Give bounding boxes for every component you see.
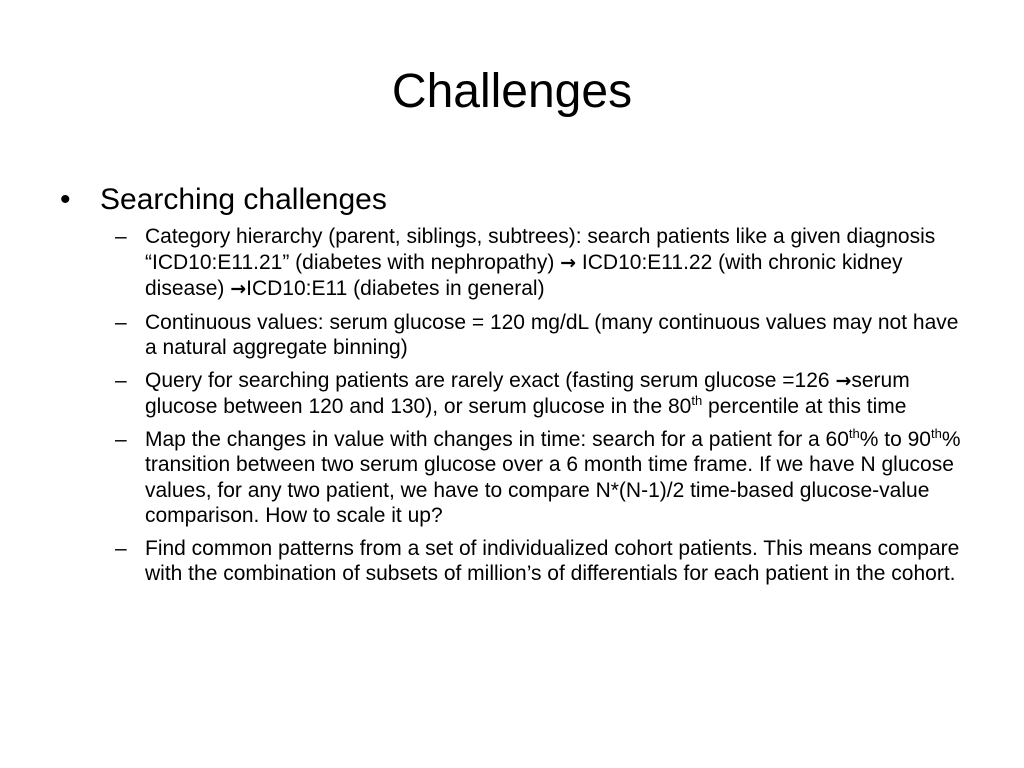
superscript: th xyxy=(848,425,860,441)
text-segment: Map the changes in value with changes in time: search for a patient for a 60 xyxy=(145,427,849,451)
text-segment: % transition between two serum glucose over a 6 month time frame. If we have N glucose values, for any two patient, we have to compare N*(N-1)/2 time-based glucose-value comparison. How to scale it up? xyxy=(145,427,961,527)
arrow-right-icon: → xyxy=(230,278,247,300)
text-segment: Continuous values: serum glucose = 120 mg/dL (many continuous values may not have a natural aggregate binning) xyxy=(145,310,959,359)
sub-bullet-list xyxy=(60,224,970,587)
arrow-right-icon: → xyxy=(835,369,852,392)
text-segment: serum glucose between 120 and 130), or serum glucose in the 80 xyxy=(145,368,910,418)
text-segment: Query for searching patients are rarely exact (fasting serum glucose =126 xyxy=(145,368,836,392)
slide-title: Challenges xyxy=(391,65,633,118)
slide-body xyxy=(60,180,970,594)
arrow-right-icon: → xyxy=(560,251,577,274)
bullet-icon: • xyxy=(60,183,71,216)
sub-bullet-continuous-values xyxy=(60,310,970,361)
sub-bullet-map-changes xyxy=(60,427,970,529)
sub-bullet-category-hierarchy xyxy=(60,224,970,303)
text-segment: Category hierarchy (parent, siblings, subtrees): search patients like a given diagnosis “ICD10:E11.21” (diabetes with nephropathy) xyxy=(145,225,936,274)
sub-bullet-query-not-exact xyxy=(60,368,970,420)
sub-bullet-common-patterns xyxy=(60,536,970,587)
dash-icon: – xyxy=(115,310,127,334)
dash-icon: – xyxy=(115,427,127,451)
bullet-searching-challenges xyxy=(60,180,970,220)
text-segment: Find common patterns from a set of individualized cohort patients. This means compare with the combination of subsets of million’s of differentials for each patient in the cohort. xyxy=(145,536,960,585)
dash-icon: – xyxy=(115,536,127,560)
dash-icon: – xyxy=(115,225,127,248)
text-segment: ICD10:E11 (diabetes in general) xyxy=(246,277,545,300)
text-segment: % to 90 xyxy=(859,427,931,451)
superscript: th xyxy=(691,393,703,408)
dash-icon: – xyxy=(115,368,127,392)
text-segment: percentile at this time xyxy=(702,395,907,418)
superscript: th xyxy=(930,425,942,441)
bullet-heading: Searching challenges xyxy=(100,183,387,216)
text-segment: ICD10:E11.22 (with chronic kidney disease) xyxy=(145,250,903,300)
